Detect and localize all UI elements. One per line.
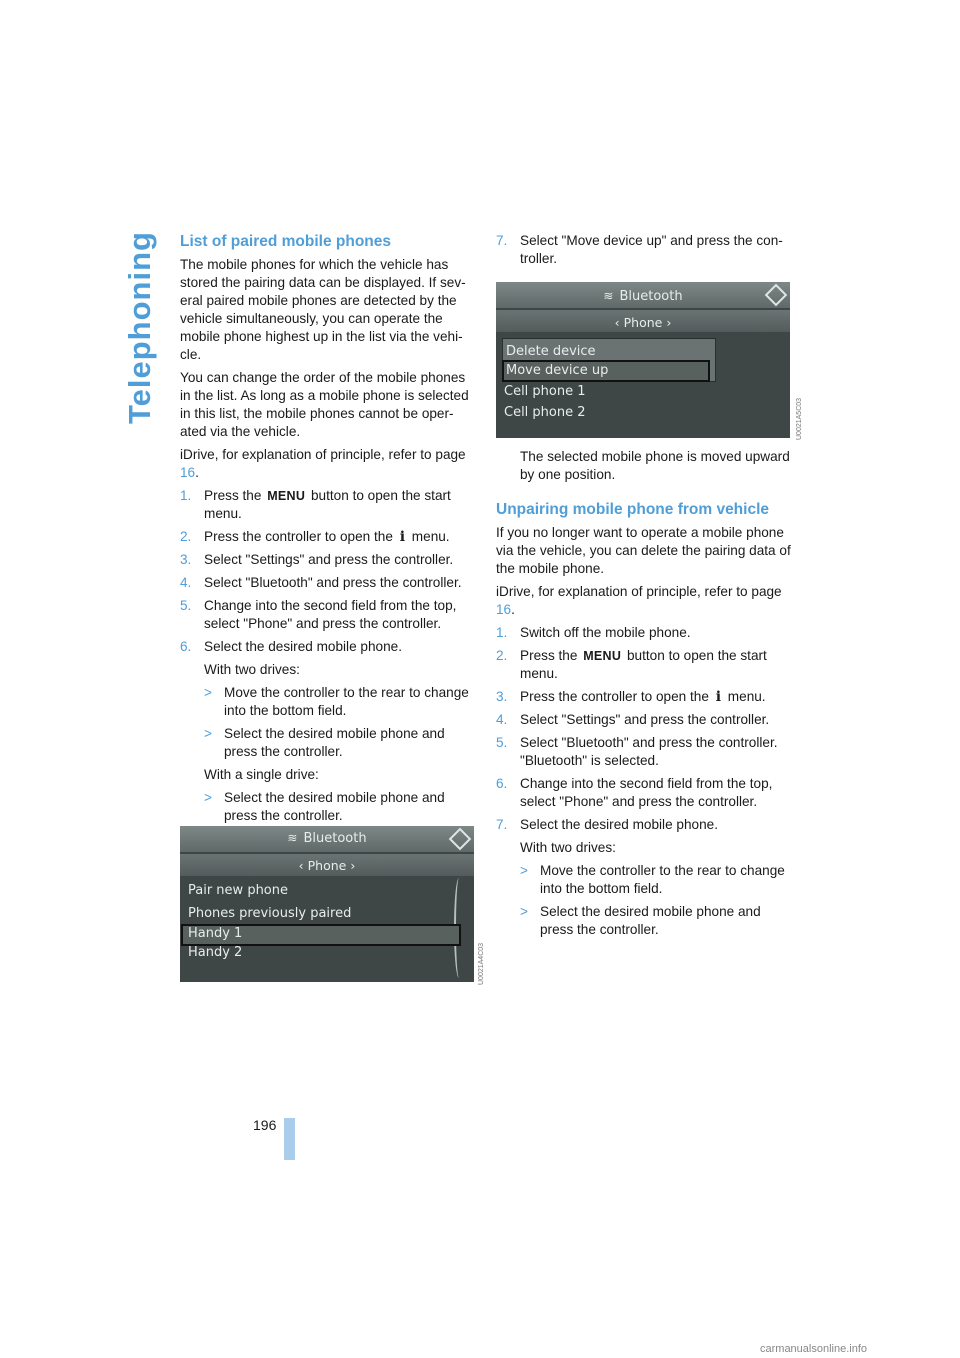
screen-list-item: Cell phone 2 <box>504 405 586 420</box>
step-number: 7. <box>496 233 508 248</box>
screenshot-bluetooth-phone-list <box>180 826 474 982</box>
text: Press the controller to open the <box>520 689 713 704</box>
sub-step <box>204 725 476 761</box>
bullet-icon: > <box>204 790 212 805</box>
section-heading-unpairing: Unpairing mobile phone from vehicle <box>496 501 770 518</box>
text: Press the controller to open the <box>204 529 397 544</box>
screen-list-item: Handy 2 <box>188 945 243 960</box>
step <box>180 551 476 569</box>
screen-list-item: Phones previously paired <box>188 906 352 921</box>
screen-title <box>180 831 474 846</box>
text: Press the <box>520 648 582 663</box>
step <box>180 528 476 546</box>
screen-subtitle: ‹ Phone › <box>614 315 672 330</box>
step-text: Select "Bluetooth" and press the controller. "Bluetooth" is selected. <box>520 735 778 768</box>
text: . <box>511 602 515 617</box>
text: menu. <box>724 689 766 704</box>
sub-step-text: Select the desired mobile phone and press the controller. <box>224 790 445 823</box>
bluetooth-signal-icon: ≋ <box>603 289 614 303</box>
step-number: 4. <box>180 575 192 590</box>
step <box>496 734 792 770</box>
text: . <box>195 465 199 480</box>
screenshot-bluetooth-move-device <box>496 282 790 438</box>
bullet-icon: > <box>520 863 528 878</box>
step-text: Select "Settings" and press the controller. <box>520 712 770 727</box>
sub-step <box>204 789 476 825</box>
single-drive-label: With a single drive: <box>204 767 319 782</box>
step <box>496 647 792 683</box>
step <box>496 624 792 642</box>
two-drives-label: With two drives: <box>520 840 616 855</box>
page-link[interactable]: 16 <box>496 602 512 617</box>
screen-title <box>496 287 790 306</box>
sub-step-text: Move the controller to the rear to change into the bottom field. <box>540 863 785 896</box>
step-text: Select the desired mobile phone. <box>520 817 718 832</box>
step <box>180 597 476 633</box>
step-text: Switch off the mobile phone. <box>520 625 691 640</box>
right-column <box>496 232 792 944</box>
sub-step-text: Select the desired mobile phone and press the controller. <box>224 726 445 759</box>
step-number: 7. <box>496 817 508 832</box>
paragraph: If you no longer want to operate a mobile phone via the vehicle, you can delete the pairing data of the mobile phone. <box>496 525 791 576</box>
step-number: 5. <box>496 735 508 750</box>
info-icon: i <box>399 529 406 545</box>
screen-list-item: Pair new phone <box>188 883 288 898</box>
step-text: Select the desired mobile phone. <box>204 639 402 654</box>
bluetooth-signal-icon: ≋ <box>287 831 298 845</box>
step-text <box>204 528 476 546</box>
screen-menu-item: Delete device <box>506 344 596 359</box>
sub-step <box>520 903 792 939</box>
step-number: 4. <box>496 712 508 727</box>
page-number: 196 <box>253 1117 277 1133</box>
two-drives-label: With two drives: <box>204 662 300 677</box>
screen-title-text: Bluetooth <box>619 289 683 304</box>
text: Press the <box>204 488 266 503</box>
paragraph <box>180 446 476 482</box>
step <box>180 574 476 592</box>
screen-list-item: Handy 1 <box>188 926 243 941</box>
step-text: Select "Settings" and press the controller. <box>204 552 454 567</box>
step-text <box>204 487 476 523</box>
step <box>496 775 792 811</box>
text: button to open the start menu. <box>520 648 767 681</box>
step <box>496 816 792 834</box>
text: menu. <box>408 529 450 544</box>
sub-step <box>204 684 476 720</box>
paragraph: The mobile phones for which the vehicle has stored the pairing data can be displayed. If sev-eral paired mobile phones are detected by the vehicle simultaneously, you can operate the mobile phone highest up in the list via the vehi-cle. <box>180 257 466 362</box>
image-code: U0021A4C03 <box>478 942 485 985</box>
step <box>180 487 476 523</box>
step-text: Change into the second field from the top, select "Phone" and press the controller. <box>204 598 457 631</box>
step-text <box>520 688 792 706</box>
paragraph: You can change the order of the mobile phones in the list. As long as a mobile phone is selected in this list, the mobile phones cannot be oper-ated via the vehicle. <box>180 370 469 439</box>
step <box>496 711 792 729</box>
menu-button-icon: MENU <box>267 489 306 503</box>
text: iDrive, for explanation of principle, refer to page <box>496 584 782 599</box>
chapter-title: Telephoning <box>122 231 157 424</box>
screen-list-item: Cell phone 1 <box>504 384 586 399</box>
screen-subtitle: ‹ Phone › <box>298 858 356 873</box>
step <box>496 688 792 706</box>
step-text: Select "Move device up" and press the con-troller. <box>520 233 783 266</box>
sub-step-text: Select the desired mobile phone and press the controller. <box>540 904 761 937</box>
step-text: Change into the second field from the top, select "Phone" and press the controller. <box>520 776 773 809</box>
step-number: 1. <box>180 488 192 503</box>
bullet-icon: > <box>204 685 212 700</box>
screen-title-text: Bluetooth <box>303 831 367 846</box>
section-heading-paired-phones: List of paired mobile phones <box>180 233 391 250</box>
menu-button-icon: MENU <box>583 649 622 663</box>
page-link[interactable]: 16 <box>180 465 196 480</box>
step-text: Select "Bluetooth" and press the controller. <box>204 575 462 590</box>
text: button to open the start menu. <box>204 488 451 521</box>
step-number: 3. <box>496 689 508 704</box>
sub-step-text: Move the controller to the rear to change into the bottom field. <box>224 685 469 718</box>
step-number: 6. <box>496 776 508 791</box>
info-icon: i <box>715 689 722 705</box>
step-text <box>520 647 792 683</box>
paragraph: The selected mobile phone is moved upward by one position. <box>520 449 790 482</box>
step <box>496 232 792 268</box>
image-code: U0021A5C03 <box>796 397 803 440</box>
chapter-side-title <box>118 228 158 428</box>
step-number: 2. <box>180 529 192 544</box>
step-number: 3. <box>180 552 192 567</box>
step-number: 5. <box>180 598 192 613</box>
text: iDrive, for explanation of principle, refer to page <box>180 447 466 462</box>
step-number: 1. <box>496 625 508 640</box>
bullet-icon: > <box>204 726 212 741</box>
page-marker-bar <box>284 1118 295 1160</box>
left-column <box>180 232 476 830</box>
step-number: 2. <box>496 648 508 663</box>
screen-menu-item: Move device up <box>506 363 609 378</box>
step <box>180 638 476 656</box>
step-number: 6. <box>180 639 192 654</box>
sub-step <box>520 862 792 898</box>
footer-watermark: carmanualsonline.info <box>760 1343 868 1355</box>
bullet-icon: > <box>520 904 528 919</box>
paragraph <box>496 583 792 619</box>
